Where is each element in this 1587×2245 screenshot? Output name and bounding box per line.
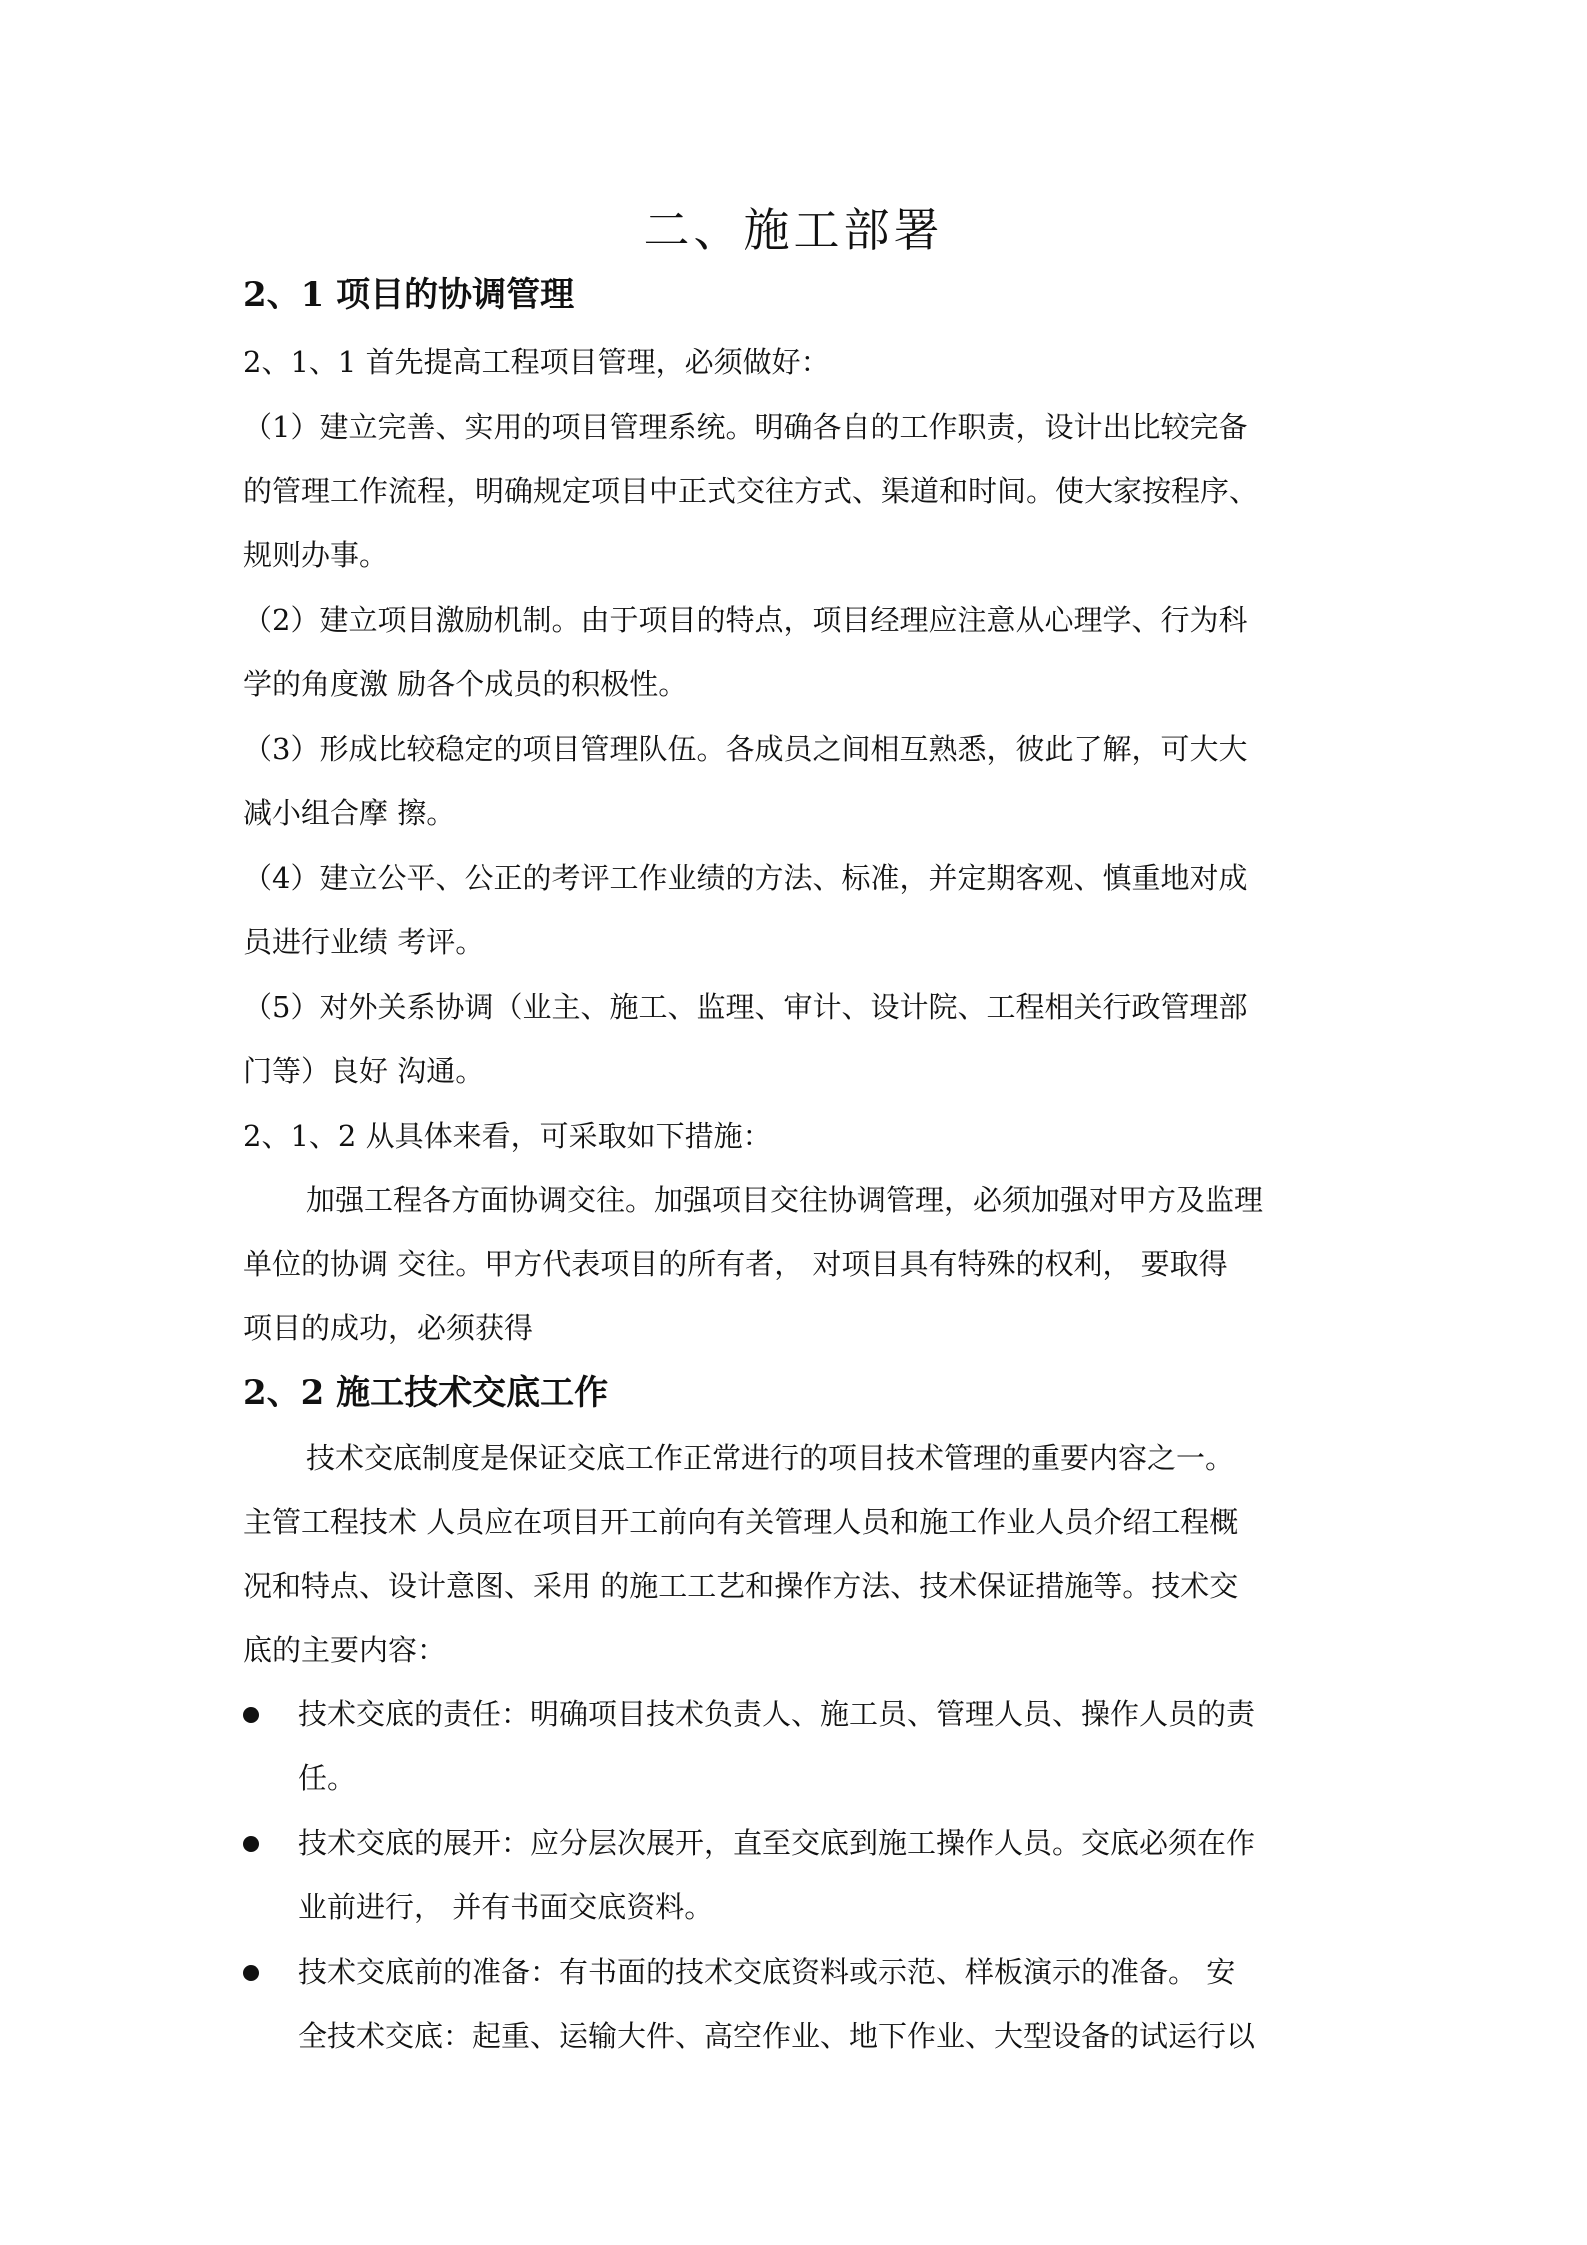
item-4-line-1: （4）建立公平、公正的考评工作业绩的方法、标准，并定期客观、慎重地对成 bbox=[243, 861, 1248, 895]
item-1-line-1: （1）建立完善、实用的项目管理系统。明确各自的工作职责，设计出比较完备 bbox=[243, 410, 1248, 444]
item-3-line-2: 减小组合摩 擦。 bbox=[243, 796, 456, 830]
section-heading-2-2: 2、2 施工技术交底工作 bbox=[243, 1373, 609, 1413]
item-1-line-3: 规则办事。 bbox=[243, 538, 389, 572]
sub-heading-2-1-1: 2、1、1 首先提高工程项目管理，必须做好： bbox=[243, 345, 830, 379]
paragraph-2-1-2-line-2: 单位的协调 交往。甲方代表项目的所有者， 对项目具有特殊的权利， 要取得 bbox=[243, 1247, 1228, 1281]
paragraph-2-1-2-line-3: 项目的成功，必须获得 bbox=[243, 1311, 534, 1345]
item-5-line-2: 门等）良好 沟通。 bbox=[243, 1054, 485, 1088]
bullet-dot-icon bbox=[243, 1707, 259, 1723]
item-4-line-2: 员进行业绩 考评。 bbox=[243, 925, 485, 959]
paragraph-2-2-line-3: 况和特点、设计意图、采用 的施工工艺和操作方法、技术保证措施等。技术交 bbox=[243, 1569, 1239, 1603]
section-heading-2-1: 2、1 项目的协调管理 bbox=[243, 275, 575, 315]
paragraph-2-2-line-1: 技术交底制度是保证交底工作正常进行的项目技术管理的重要内容之一。 bbox=[306, 1441, 1235, 1475]
item-2-line-1: （2）建立项目激励机制。由于项目的特点，项目经理应注意从心理学、行为科 bbox=[243, 603, 1248, 637]
page-title: 二、施工部署 bbox=[643, 203, 944, 257]
bullet-1-line-2: 任。 bbox=[298, 1761, 357, 1795]
bullet-2-line-1: 技术交底的展开：应分层次展开，直至交底到施工操作人员。交底必须在作 bbox=[298, 1826, 1256, 1860]
paragraph-2-1-2-line-1: 加强工程各方面协调交往。加强项目交往协调管理，必须加强对甲方及监理 bbox=[306, 1183, 1264, 1217]
bullet-dot-icon bbox=[243, 1836, 259, 1852]
item-3-line-1: （3）形成比较稳定的项目管理队伍。各成员之间相互熟悉，彼此了解，可大大 bbox=[243, 732, 1248, 766]
paragraph-2-2-line-4: 底的主要内容： bbox=[243, 1633, 447, 1667]
bullet-2-line-2: 业前进行， 并有书面交底资料。 bbox=[298, 1890, 714, 1924]
sub-heading-2-1-2: 2、1、2 从具体来看，可采取如下措施： bbox=[243, 1119, 772, 1153]
paragraph-2-2-line-2: 主管工程技术 人员应在项目开工前向有关管理人员和施工作业人员介绍工程概 bbox=[243, 1505, 1239, 1539]
bullet-3-line-1: 技术交底前的准备：有书面的技术交底资料或示范、样板演示的准备。 安 bbox=[298, 1955, 1236, 1989]
bullet-dot-icon bbox=[243, 1965, 259, 1981]
bullet-1-line-1: 技术交底的责任：明确项目技术负责人、施工员、管理人员、操作人员的责 bbox=[298, 1697, 1256, 1731]
item-2-line-2: 学的角度激 励各个成员的积极性。 bbox=[243, 667, 688, 701]
item-1-line-2: 的管理工作流程，明确规定项目中正式交往方式、渠道和时间。使大家按程序、 bbox=[243, 474, 1259, 508]
item-5-line-1: （5）对外关系协调（业主、施工、监理、审计、设计院、工程相关行政管理部 bbox=[243, 990, 1248, 1024]
bullet-3-line-2: 全技术交底：起重、运输大件、高空作业、地下作业、大型设备的试运行以 bbox=[298, 2019, 1256, 2053]
